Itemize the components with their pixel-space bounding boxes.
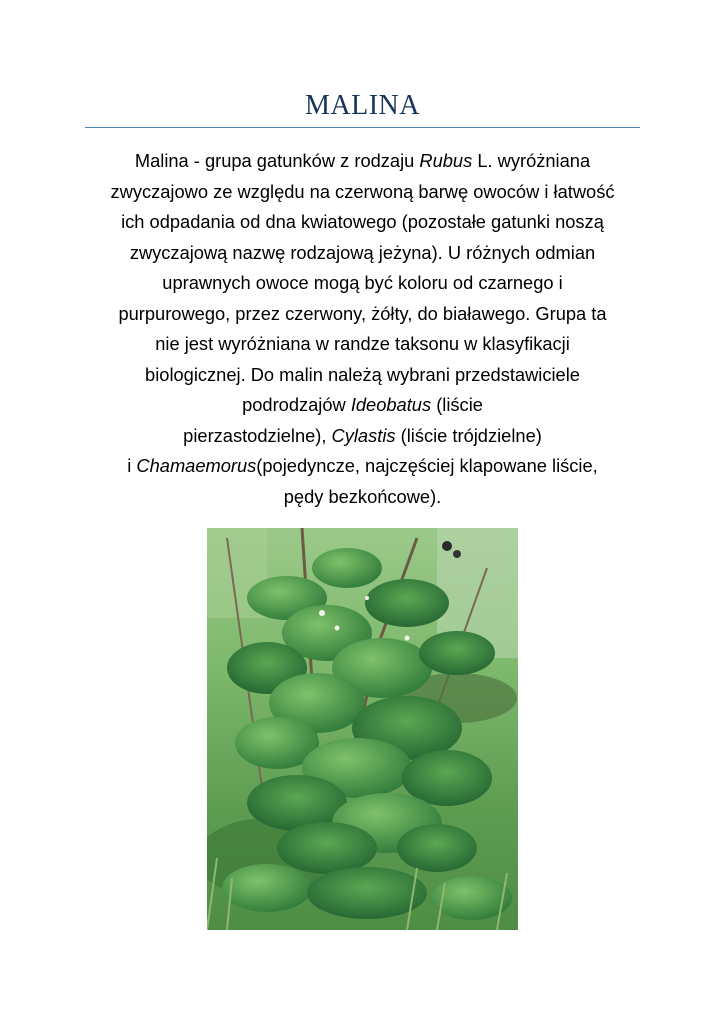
text-line: pędy bezkońcowe). xyxy=(283,485,442,507)
text-line: i Chamaemorus(pojedyncze, najczęściej klapowane liście, xyxy=(127,455,598,476)
text-line: podrodzajów Ideobatus (liście xyxy=(242,394,483,415)
text-line: nie jest wyróżniana w randze taksonu w klasyfikacji xyxy=(155,333,570,354)
text-line: uprawnych owoce mogą być koloru od czarnego i xyxy=(162,272,563,293)
text-line: zwyczajowo ze względu na czerwoną barwę owoców i łatwość xyxy=(110,180,615,202)
title-divider xyxy=(85,127,640,128)
body-paragraph xyxy=(70,146,655,512)
raspberry-bush-photo xyxy=(207,528,518,930)
raspberry-bush-image xyxy=(207,528,518,930)
text-line: pierzastodzielne), Cylastis (liście trójdzielne) xyxy=(183,424,542,446)
text-line: Malina - grupa gatunków z rodzaju Rubus L. wyróżniana xyxy=(134,150,591,171)
text-line: purpurowego, przez czerwony, żółty, do białawego. Grupa ta xyxy=(118,302,607,324)
page-title: MALINA xyxy=(305,90,420,121)
text-line: zwyczajową nazwę rodzajową jeżyna). U różnych odmian xyxy=(129,241,596,263)
text-line: ich odpadania od dna kwiatowego (pozostałe gatunki noszą xyxy=(121,211,604,232)
text-line: biologicznej. Do malin należą wybrani przedstawiciele xyxy=(145,363,580,385)
